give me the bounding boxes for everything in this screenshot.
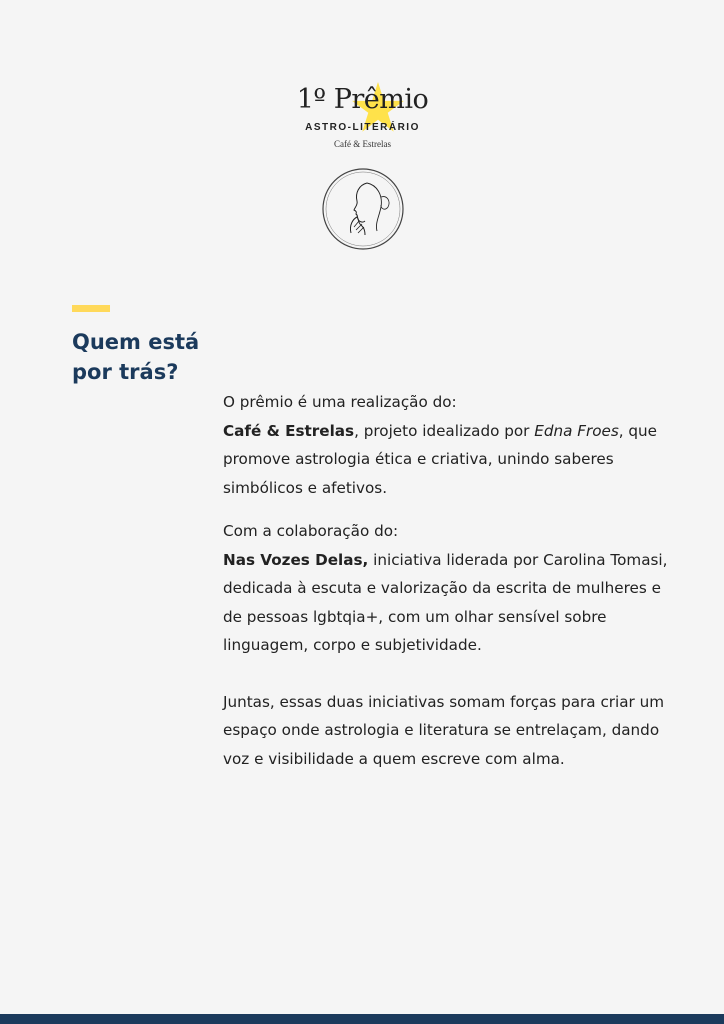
footer-bar <box>0 1014 724 1024</box>
accent-bar <box>72 305 110 312</box>
woman-profile-emblem-icon <box>321 167 405 251</box>
body-text <box>223 388 673 773</box>
section-title-line1: Quem está <box>72 330 200 354</box>
paragraph-2-intro: Com a colaboração do: <box>223 522 399 540</box>
paragraph-1: Café & Estrelas, projeto idealizado por Edna Froes, que promove astrologia ética e criativa, unindo saberes simbólicos e afetivos. <box>223 421 658 497</box>
founder-name: Edna Froes <box>534 421 619 440</box>
logo-tagline: Café & Estrelas <box>334 139 391 149</box>
org-name-nas-vozes-delas: Nas Vozes Delas, <box>223 550 369 569</box>
paragraph-1-intro: O prêmio é uma realização do: <box>223 393 457 411</box>
logo-subtitle: ASTRO-LITERÁRIO <box>305 122 420 133</box>
section-title-line2: por trás? <box>72 360 179 384</box>
section-title <box>72 327 232 387</box>
org-name-cafe-estrelas: Café & Estrelas <box>223 421 355 440</box>
award-logo <box>290 80 435 149</box>
paragraph-3: Juntas, essas duas iniciativas somam forças para criar um espaço onde astrologia e literatura se entrelaçam, dando voz e visibilidade a quem escreve com alma. <box>223 692 665 768</box>
logo-title: 1º Prêmio <box>296 84 429 115</box>
paragraph-2: Nas Vozes Delas, iniciativa liderada por Carolina Tomasi, dedicada à escuta e valorização da escrita de mulheres e de pessoas lgbtqia+, com um olhar sensível sobre linguagem, corpo e subjetividade. <box>223 550 668 654</box>
